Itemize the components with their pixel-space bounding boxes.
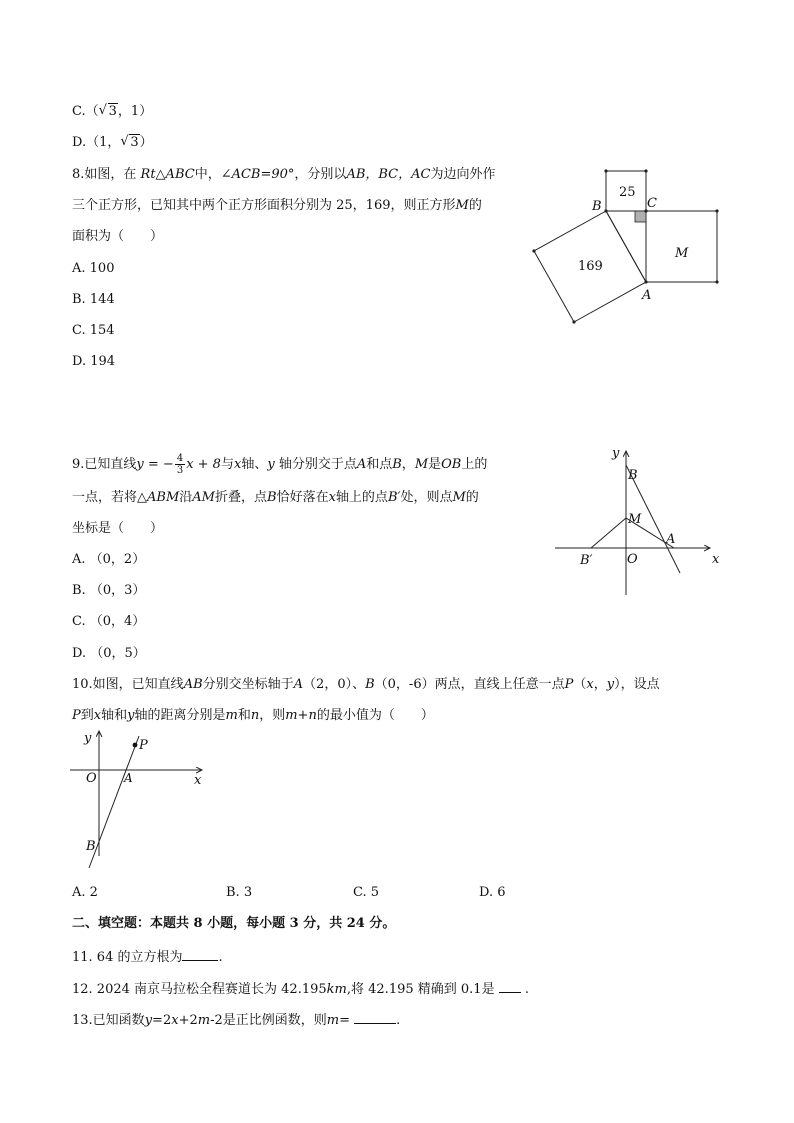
q10-stem-line2: P到x轴和y轴的距离分别是m和n，则m+n的最小值为（ ）: [72, 708, 434, 723]
q9-stem-line1: 9.已知直线y = − $\frac{4}{3}$ x + 8与x轴、y 轴分别交于点A和点B，M是OB上的: [72, 453, 488, 476]
label-c: C: [647, 196, 657, 211]
label-x: x: [194, 773, 202, 788]
label-p: P: [139, 738, 148, 753]
sqrt-symbol: √ 3: [99, 104, 118, 120]
right-angle-marker: [635, 211, 646, 222]
q9-fold-figure: [550, 443, 730, 603]
q13-answer-blank[interactable]: [354, 1010, 396, 1024]
q8-squares-figure: [525, 165, 725, 330]
q10-option-c[interactable]: C. 5: [353, 885, 380, 900]
q8-option-d[interactable]: D. 194: [72, 354, 116, 369]
q9-option-c[interactable]: C. （0，4）: [72, 614, 146, 629]
label-b: B: [86, 839, 96, 854]
label-x: x: [712, 552, 720, 567]
q9-stem-line3: 坐标是（ ）: [72, 521, 164, 536]
q10-option-b[interactable]: B. 3: [226, 885, 253, 900]
q12: 12. 2024 南京马拉松全程赛道长为 42.195km,将 42.195 精确到 0.1是 .: [72, 979, 529, 998]
label-o: O: [86, 771, 97, 786]
q8-option-a[interactable]: A. 100: [72, 261, 115, 276]
q9-option-a[interactable]: A. （0，2）: [72, 552, 146, 567]
label-25: 25: [619, 185, 636, 200]
fraction: $\frac{4}{3}$: [176, 453, 184, 476]
q7-option-c[interactable]: C.（√ 3，1）: [72, 104, 152, 120]
label-b: B: [628, 468, 638, 483]
q11-answer-blank[interactable]: [182, 947, 218, 961]
section-fill-in-header: 二、填空题：本题共 8 小题，每小题 3 分，共 24 分。: [72, 916, 396, 931]
label-y: y: [84, 731, 92, 746]
label-a: A: [124, 771, 133, 785]
label-m: M: [628, 512, 642, 527]
label-o: O: [627, 552, 638, 567]
q13: 13.已知函数y=2x+2m-2是正比例函数，则m= .: [72, 1010, 400, 1029]
label-b: B: [592, 199, 602, 214]
point-p: [133, 743, 138, 748]
q8-option-b[interactable]: B. 144: [72, 292, 115, 307]
q10-stem-line1: 10.如图，已知直线AB分别交坐标轴于A（2，0）、B（0，-6）两点，直线上任意一点P（x，y），设点: [72, 677, 660, 692]
label-a: A: [642, 288, 652, 303]
label-a: A: [666, 532, 676, 547]
label-169: 169: [578, 259, 603, 274]
q10-line-figure: [62, 728, 212, 870]
q10-option-d[interactable]: D. 6: [479, 885, 506, 900]
q10-option-a[interactable]: A. 2: [72, 885, 98, 900]
line-ab: [89, 736, 139, 868]
label-y: y: [612, 446, 620, 461]
q8-stem-line3: 面积为（ ）: [72, 229, 164, 244]
sqrt-symbol: √ 3: [120, 135, 139, 151]
q7-option-d[interactable]: D.（1，√ 3）: [72, 135, 153, 151]
q9-option-d[interactable]: D. （0，5）: [72, 646, 146, 661]
q8-stem-line2: 三个正方形，已知其中两个正方形面积分别为 25，169，则正方形M的: [72, 198, 482, 213]
q9-option-b[interactable]: B. （0，3）: [72, 583, 146, 598]
q12-answer-blank[interactable]: [499, 979, 521, 993]
segment-mb-prime: [591, 518, 626, 548]
q8-option-c[interactable]: C. 154: [72, 323, 115, 338]
q8-stem-line1: 8.如图，在 Rt△ABC中，∠ACB=90°，分别以AB，BC，AC为边向外作: [72, 167, 496, 182]
q11: 11. 64 的立方根为 .: [72, 947, 223, 966]
q9-stem-line2: 一点，若将△ABM沿AM折叠，点B恰好落在x轴上的点B′处，则点M的: [72, 490, 479, 505]
label-b-prime: B′: [580, 553, 593, 568]
label-m: M: [675, 246, 689, 261]
